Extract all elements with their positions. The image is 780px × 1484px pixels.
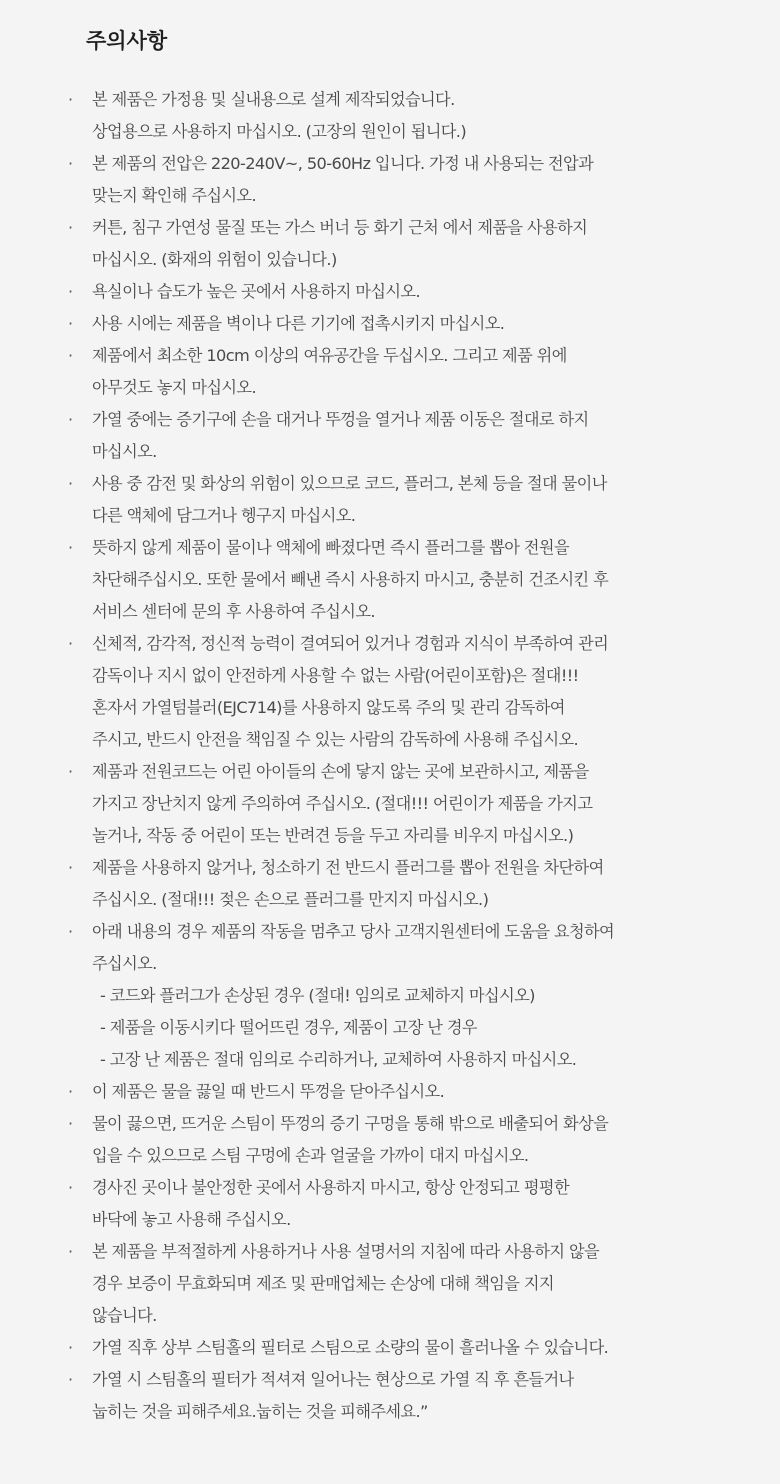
bullet-icon: ·	[68, 1082, 74, 1101]
page-title: 주의사항	[86, 29, 168, 53]
caution-text-line: 아무것도 놓지 마십시오.	[92, 378, 257, 397]
bullet-icon: ·	[68, 634, 74, 653]
caution-text-line: 가지고 장난치지 않게 주의하여 주십시오. (절대!!! 어린이가 제품을 가지고	[92, 794, 593, 813]
caution-text-line: 본 제품의 전압은 220-240V~, 50-60Hz 입니다. 가정 내 사용되는 전압과	[92, 154, 594, 173]
caution-text-line: 않습니다.	[92, 1306, 157, 1325]
caution-item	[0, 404, 780, 468]
bullet-icon: ·	[68, 858, 74, 877]
caution-item	[0, 1108, 780, 1172]
caution-item	[0, 1364, 780, 1428]
bullet-icon: ·	[68, 762, 74, 781]
caution-item	[0, 1076, 780, 1108]
caution-text-line: 아래 내용의 경우 제품의 작동을 멈추고 당사 고객지원센터에 도움을 요청하여	[92, 922, 615, 941]
caution-item	[0, 212, 780, 276]
bullet-icon: ·	[68, 922, 74, 941]
caution-text-line: 서비스 센터에 문의 후 사용하여 주십시오.	[92, 602, 375, 621]
caution-text-line: 마십시오. (화재의 위험이 있습니다.)	[92, 250, 337, 269]
bullet-icon: ·	[68, 1338, 74, 1357]
bullet-icon: ·	[68, 1114, 74, 1133]
bullet-icon: ·	[68, 90, 74, 109]
caution-text-line: 놀거나, 작동 중 어린이 또는 반려견 등을 두고 자리를 비우지 마십시오.)	[92, 826, 574, 845]
caution-text-line: 주십시오.	[92, 954, 157, 973]
caution-text-line: 혼자서 가열텀블러(EJC714)를 사용하지 않도록 주의 및 관리 감독하여	[92, 698, 565, 717]
caution-text-line: 바닥에 놓고 사용해 주십시오.	[92, 1210, 291, 1229]
caution-text-line: 경사진 곳이나 불안정한 곳에서 사용하지 마시고, 항상 안정되고 평평한	[92, 1178, 569, 1197]
caution-text-line: 맞는지 확인해 주십시오.	[92, 186, 257, 205]
caution-item	[0, 308, 780, 340]
caution-text-line: 가열 직후 상부 스팀홀의 필터로 스팀으로 소량의 물이 흘러나올 수 있습니다.	[92, 1338, 609, 1357]
caution-item	[0, 1332, 780, 1364]
caution-item	[0, 916, 780, 1076]
caution-text-line: 주시고, 반드시 안전을 책임질 수 있는 사람의 감독하에 사용해 주십시오.	[92, 730, 579, 749]
caution-text-line: 제품을 사용하지 않거나, 청소하기 전 반드시 플러그를 뽑아 전원을 차단하여	[92, 858, 604, 877]
caution-item	[0, 340, 780, 404]
bullet-icon: ·	[68, 154, 74, 173]
caution-text-line: 제품에서 최소한 10cm 이상의 여유공간을 두십시오. 그리고 제품 위에	[92, 346, 567, 365]
caution-text-line: 주십시오. (절대!!! 젖은 손으로 플러그를 만지지 마십시오.)	[92, 890, 489, 909]
caution-text-line: 본 제품은 가정용 및 실내용으로 설계 제작되었습니다.	[92, 90, 455, 109]
caution-text-line: 본 제품을 부적절하게 사용하거나 사용 설명서의 지침에 따라 사용하지 않을	[92, 1242, 600, 1261]
caution-item	[0, 532, 780, 628]
caution-item	[0, 84, 780, 148]
caution-text-line: 뜻하지 않게 제품이 물이나 액체에 빠졌다면 즉시 플러그를 뽑아 전원을	[92, 538, 569, 557]
caution-text-line: 물이 끓으면, 뜨거운 스팀이 뚜껑의 증기 구멍을 통해 밖으로 배출되어 화상을	[92, 1114, 609, 1133]
bullet-icon: ·	[68, 1178, 74, 1197]
caution-text-line: 차단해주십시오. 또한 물에서 빼낸 즉시 사용하지 마시고, 충분히 건조시킨 후	[92, 570, 609, 589]
caution-item	[0, 276, 780, 308]
bullet-icon: ·	[68, 218, 74, 237]
caution-text-line: 사용 시에는 제품을 벽이나 다른 기기에 접촉시키지 마십시오.	[92, 314, 505, 333]
bullet-icon: ·	[68, 1370, 74, 1389]
caution-text-line: 이 제품은 물을 끓일 때 반드시 뚜껑을 닫아주십시오.	[92, 1082, 445, 1101]
caution-item	[0, 756, 780, 852]
caution-text-line: 커튼, 침구 가연성 물질 또는 가스 버너 등 화기 근처 에서 제품을 사용하지	[92, 218, 588, 237]
caution-text-line: 사용 중 감전 및 화상의 위험이 있으므로 코드, 플러그, 본체 등을 절대 물이나	[92, 474, 607, 493]
bullet-icon: ·	[68, 474, 74, 493]
bullet-icon: ·	[68, 346, 74, 365]
caution-text-line: 경우 보증이 무효화되며 제조 및 판매업체는 손상에 대해 책임을 지지	[92, 1274, 554, 1293]
caution-text-line: 눕히는 것을 피해주세요.눕히는 것을 피해주세요.”	[92, 1402, 428, 1421]
caution-text-line: 가열 중에는 증기구에 손을 대거나 뚜껑을 열거나 제품 이동은 절대로 하지	[92, 410, 589, 429]
caution-item	[0, 148, 780, 212]
caution-text-line: 마십시오.	[92, 442, 157, 461]
caution-text-line: 다른 액체에 담그거나 헹구지 마십시오.	[92, 506, 356, 525]
caution-text-line: 상업용으로 사용하지 마십시오. (고장의 원인이 됩니다.)	[92, 122, 467, 141]
caution-text-line: 입을 수 있으므로 스팀 구멍에 손과 얼굴을 가까이 대지 마십시오.	[92, 1146, 529, 1165]
bullet-icon: ·	[68, 538, 74, 557]
bullet-icon: ·	[68, 1242, 74, 1261]
caution-list	[0, 84, 780, 1428]
caution-sub-item: - 제품을 이동시키다 떨어뜨린 경우, 제품이 고장 난 경우	[100, 1018, 477, 1037]
caution-text-line: 감독이나 지시 없이 안전하게 사용할 수 없는 사람(어린이포함)은 절대!!!	[92, 666, 579, 685]
bullet-icon: ·	[68, 282, 74, 301]
bullet-icon: ·	[68, 314, 74, 333]
caution-text-line: 제품과 전원코드는 어린 아이들의 손에 닿지 않는 곳에 보관하시고, 제품을	[92, 762, 589, 781]
caution-text-line: 욕실이나 습도가 높은 곳에서 사용하지 마십시오.	[92, 282, 421, 301]
caution-item	[0, 1172, 780, 1236]
bullet-icon: ·	[68, 410, 74, 429]
caution-sub-item: - 고장 난 제품은 절대 임의로 수리하거나, 교체하여 사용하지 마십시오.	[100, 1050, 577, 1069]
caution-text-line: 신체적, 감각적, 정신적 능력이 결여되어 있거나 경험과 지식이 부족하여 관리	[92, 634, 609, 653]
caution-item	[0, 1236, 780, 1332]
caution-item	[0, 852, 780, 916]
caution-item	[0, 468, 780, 532]
caution-sub-item: - 코드와 플러그가 손상된 경우 (절대! 임의로 교체하지 마십시오)	[100, 986, 535, 1005]
caution-item	[0, 628, 780, 756]
caution-text-line: 가열 시 스팀홀의 필터가 적셔져 일어나는 현상으로 가열 직 후 흔들거나	[92, 1370, 574, 1389]
